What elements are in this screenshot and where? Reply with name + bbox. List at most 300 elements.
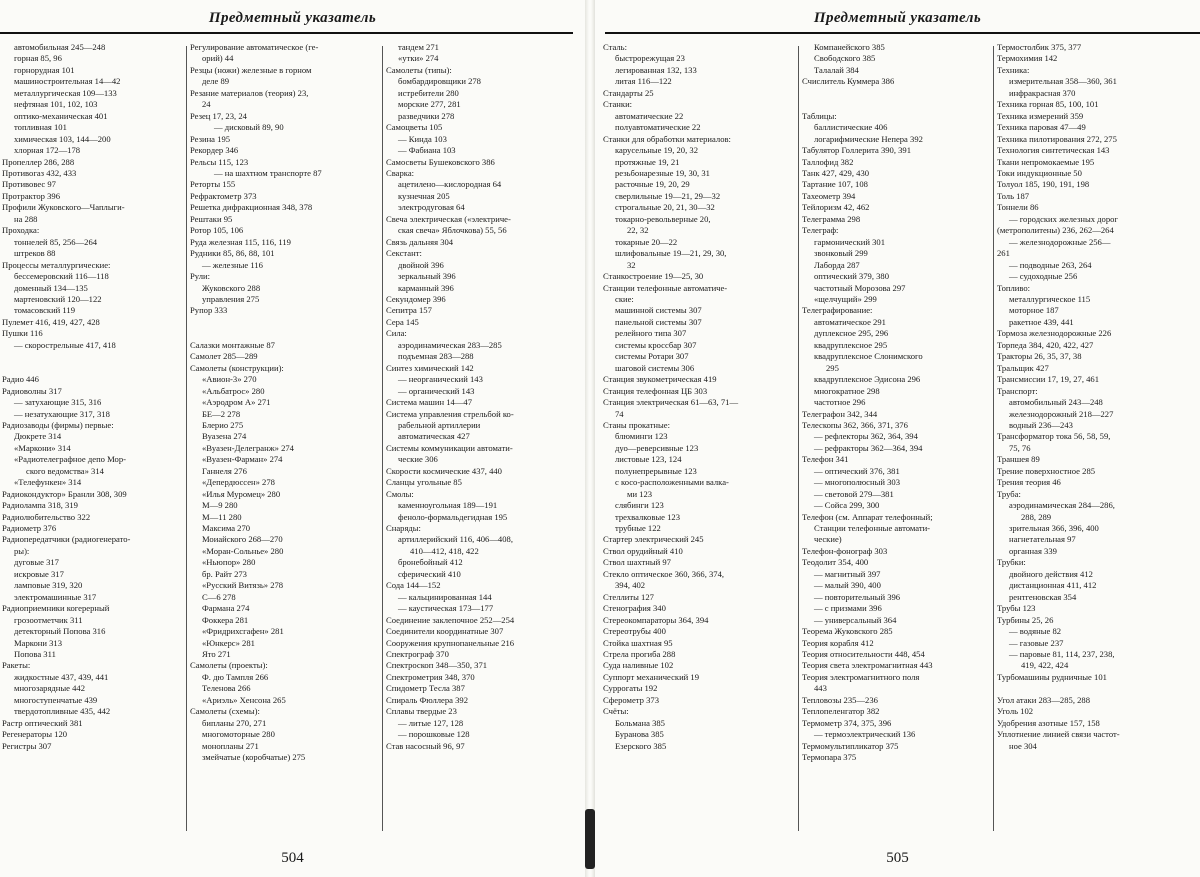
index-entry: логарифмические Непера 392 — [814, 133, 923, 144]
index-entry: Соединители координатные 307 — [386, 626, 504, 637]
index-entry: Телеграмма 298 — [802, 213, 861, 224]
index-entry: аэродинамическая 284—286, — [1009, 500, 1115, 511]
index-entry: многомоторные 280 — [202, 729, 275, 740]
column-divider — [186, 46, 187, 831]
index-entry: Радиоприемники когерерный — [2, 603, 110, 614]
index-entry: Растр оптический 381 — [2, 717, 83, 728]
index-entry: Сода 144—152 — [386, 580, 441, 591]
index-entry: Трансформатор тока 56, 58, 59, — [997, 431, 1111, 442]
index-entry: — с призмами 396 — [814, 603, 882, 614]
index-entry: 394, 402 — [615, 580, 646, 591]
index-entry: бомбардировщики 278 — [398, 76, 481, 87]
index-entry: — паровые 81, 114, 237, 238, — [1009, 649, 1115, 660]
index-entry: Техника пилотирования 272, 275 — [997, 133, 1117, 144]
index-entry: Счислитель Куммера 386 — [802, 76, 895, 87]
index-entry: мартеновский 120—122 — [14, 293, 102, 304]
index-entry: Синтез химический 142 — [386, 362, 474, 373]
index-entry: Рефрактометр 373 — [190, 190, 257, 201]
index-entry: — незатухающие 317, 318 — [14, 408, 110, 419]
index-entry: Резцы (ножи) железные в горном — [190, 64, 312, 75]
index-entry: Теленова 266 — [202, 683, 251, 694]
index-entry: деле 89 — [202, 76, 230, 87]
index-entry: «Фридрихсгафен» 281 — [202, 626, 284, 637]
index-entry: машинной системы 307 — [615, 305, 702, 316]
index-entry: каменноугольная 189—191 — [398, 500, 498, 511]
index-entry: бессемеровский 116—118 — [14, 271, 109, 282]
index-entry: трубные 122 — [615, 523, 661, 534]
index-entry: многозарядные 442 — [14, 683, 85, 694]
index-entry: — световой 279—381 — [814, 488, 894, 499]
index-entry: оптический 379, 380 — [814, 271, 890, 282]
index-entry: Токи индукционные 50 — [997, 167, 1082, 178]
index-entry: Противогаз 432, 433 — [2, 167, 77, 178]
index-entry: квадруплексное Эдисона 296 — [814, 374, 921, 385]
index-entry: Термостолбик 375, 377 — [997, 42, 1082, 52]
index-entry: — повторительный 396 — [814, 591, 901, 602]
index-entry: «Вуазен-Делегранж» 274 — [202, 442, 294, 453]
index-entry — [802, 88, 990, 99]
index-entry: быстрорежущая 23 — [615, 53, 685, 64]
index-entry: — газовые 237 — [1009, 637, 1064, 648]
index-entry: двойного действия 412 — [1009, 568, 1093, 579]
index-entry: листовые 123, 124 — [615, 454, 682, 465]
index-entry: Ствол шахтный 97 — [603, 557, 671, 568]
index-entry: ракетное 439, 441 — [1009, 316, 1074, 327]
index-entry: шаговой системы 306 — [615, 362, 695, 373]
index-entry: кузнечная 205 — [398, 190, 450, 201]
index-entry: твердотопливные 435, 442 — [14, 706, 111, 717]
index-entry: Проходка: — [2, 225, 40, 236]
index-entry: Пропеллер 286, 288 — [2, 156, 75, 167]
index-entry: Спидометр Тесла 387 — [386, 683, 465, 694]
index-entry: ские: — [615, 293, 634, 304]
index-entry: Теория света электромагнитная 443 — [802, 660, 933, 671]
index-entry: Свеча электрическая («электриче- — [386, 213, 511, 224]
index-entry: орий) 44 — [202, 53, 234, 64]
index-entry: — порошковые 128 — [398, 729, 470, 740]
index-entry: — многополюсный 303 — [814, 477, 901, 488]
index-entry: змейчатые (коробчатые) 275 — [202, 752, 306, 763]
index-entry: — рефлекторы 362, 364, 394 — [814, 431, 918, 442]
index-entry: Самолеты (проекты): — [190, 660, 268, 671]
index-columns — [0, 42, 585, 837]
index-entry: Свободского 385 — [814, 53, 876, 64]
index-entry: Самолеты (типы): — [386, 64, 452, 75]
index-entry: Турбомашины рудничные 101 — [997, 671, 1107, 682]
index-entry: Секстант: — [386, 248, 422, 259]
index-entry: — подводные 263, 264 — [1009, 259, 1092, 270]
index-entry: Резина 195 — [190, 133, 231, 144]
index-entry: бр. Райт 273 — [202, 568, 247, 579]
index-entry: Стекло оптическое 360, 366, 374, — [603, 568, 725, 579]
index-entry: Протрактор 396 — [2, 190, 60, 201]
index-entry: строгальные 20, 21, 30—32 — [615, 202, 715, 213]
index-entry: 22, 32 — [627, 225, 649, 236]
column-divider — [382, 46, 383, 831]
index-entry: Телефон-фонограф 303 — [802, 545, 888, 556]
index-entry: Ганнеля 276 — [202, 465, 247, 476]
index-entry: звонковый 299 — [814, 248, 868, 259]
index-entry: Радиоволны 317 — [2, 385, 62, 396]
index-entry: С—6 278 — [202, 591, 236, 602]
index-entry: релейного типа 307 — [615, 328, 687, 339]
index-entry: Торпеда 384, 420, 422, 427 — [997, 339, 1094, 350]
index-entry: жидкостные 437, 439, 441 — [14, 671, 109, 682]
index-entry: Радиокондуктор» Бранли 308, 309 — [2, 488, 127, 499]
index-entry: Рекордер 346 — [190, 145, 239, 156]
index-entry: Уплотнение линией связи частот- — [997, 729, 1120, 740]
index-entry: М—9 280 — [202, 500, 238, 511]
index-entry: полуавтоматические 22 — [615, 122, 701, 133]
index-entry: — водяные 82 — [1009, 626, 1062, 637]
index-entry: «Илья Муромец» 280 — [202, 488, 281, 499]
index-entry: Трение поверхностное 285 — [997, 465, 1096, 476]
index-entry: истребители 280 — [398, 87, 459, 98]
index-entry: «щелчущий» 299 — [814, 293, 877, 304]
index-entry: — неорганический 143 — [398, 374, 483, 385]
index-entry: Трубки: — [997, 557, 1026, 568]
index-entry: Ствол орудийный 410 — [603, 545, 683, 556]
index-entry: доменный 134—135 — [14, 282, 88, 293]
index-entry: Сланцы угольные 85 — [386, 477, 462, 488]
index-entry: Пушки 116 — [2, 328, 43, 339]
index-entry: Теория электромагнитного поля — [802, 671, 920, 682]
index-entry: Телефон (см. Аппарат телефонный; — [802, 511, 933, 522]
index-entry: автомобильный 243—248 — [1009, 397, 1103, 408]
column-divider — [798, 46, 799, 831]
index-entry: «Моран-Сольнье» 280 — [202, 545, 284, 556]
index-entry: дуговые 317 — [14, 557, 59, 568]
index-entry: Сера 145 — [386, 316, 419, 327]
index-entry: Лаборда 287 — [814, 259, 860, 270]
index-entry — [190, 317, 378, 328]
index-entry: Компанейского 385 — [814, 42, 885, 52]
index-entry: ры): — [14, 545, 30, 556]
index-entry: Сооружения крупнопанельные 216 — [386, 637, 515, 648]
index-entry: — термоэлектрический 136 — [814, 729, 916, 740]
index-entry: 261 — [997, 248, 1010, 259]
index-entry: Сила: — [386, 328, 407, 339]
index-entry: нефтяная 101, 102, 103 — [14, 99, 98, 110]
index-entry: артиллерийский 116, 406—408, — [398, 534, 513, 545]
index-entry: сверлильные 19—21, 29—32 — [615, 190, 721, 201]
index-entry: Стеллиты 127 — [603, 591, 654, 602]
index-entry: металлургическая 109—133 — [14, 87, 117, 98]
index-entry: панельной системы 307 — [615, 316, 702, 327]
index-entry: металлургическое 115 — [1009, 293, 1091, 304]
index-entry: протяжные 19, 21 — [615, 156, 680, 167]
index-entry: Тормоза железнодорожные 226 — [997, 328, 1112, 339]
index-entry: Радиолампа 318, 319 — [2, 500, 78, 511]
index-entry: — судоходные 256 — [1009, 271, 1078, 282]
index-entry: Вуазена 274 — [202, 431, 247, 442]
index-entry: БЕ—2 278 — [202, 408, 241, 419]
index-entry: Больмана 385 — [615, 717, 665, 728]
index-entry: Техника паровая 47—49 — [997, 122, 1086, 133]
index-entry: Блерио 275 — [202, 419, 244, 430]
index-entry: легированная 132, 133 — [615, 64, 697, 75]
index-entry: Талалай 384 — [814, 64, 859, 75]
index-entry: многократное 298 — [814, 385, 880, 396]
index-entry: Рельсы 115, 123 — [190, 156, 249, 167]
index-entry: искровые 317 — [14, 568, 64, 579]
index-entry: Рупор 333 — [190, 305, 228, 316]
index-entry: железнодорожный 218—227 — [1009, 408, 1114, 419]
index-entry: «Русский Витязь» 278 — [202, 580, 284, 591]
index-entry: — оптический 376, 381 — [814, 465, 900, 476]
index-entry: токарные 20—22 — [615, 236, 678, 247]
index-entry: карманный 396 — [398, 282, 454, 293]
index-entry: на 288 — [14, 213, 38, 224]
index-entry: Траншея 89 — [997, 454, 1040, 465]
index-entry: Противовес 97 — [2, 179, 56, 190]
index-entry: 75, 76 — [1009, 442, 1031, 453]
index-entry: «Ньюпор» 280 — [202, 557, 256, 568]
index-entry: — рефракторы 362—364, 394 — [814, 442, 923, 453]
index-entry: дуо—реверсивные 123 — [615, 442, 699, 453]
index-entry: Система управления стрельбой ко- — [386, 408, 514, 419]
index-entry: Телеграфирование: — [802, 305, 873, 316]
index-entry: Спираль Фюллера 392 — [386, 694, 469, 705]
index-entry: инфракрасная 370 — [1009, 87, 1076, 98]
index-entry: Счёты: — [603, 706, 629, 717]
index-entry: Самолеты (схемы): — [190, 706, 260, 717]
index-entry: трехвалковые 123 — [615, 511, 680, 522]
index-entry: Станции телефонные автоматиче- — [603, 282, 728, 293]
index-entry: Таллофид 382 — [802, 156, 854, 167]
index-entry: Уголь 102 — [997, 706, 1034, 717]
index-entry: Самолет 285—289 — [190, 351, 258, 362]
index-entry: Таблицы: — [802, 110, 837, 121]
index-entry: морские 277, 281 — [398, 99, 461, 110]
index-entry: Став насосный 96, 97 — [386, 740, 465, 751]
index-entry: нагнетательная 97 — [1009, 534, 1076, 545]
index-entry: Сепитра 157 — [386, 305, 432, 316]
index-entry: Ф. дю Тампля 266 — [202, 671, 269, 682]
index-entry: Рули: — [190, 271, 210, 282]
index-entry: расточные 19, 20, 29 — [615, 179, 690, 190]
left-page — [0, 0, 585, 877]
index-column — [2, 42, 182, 837]
index-entry: ламповые 319, 320 — [14, 580, 83, 591]
index-entry: Максима 270 — [202, 523, 251, 534]
index-column — [386, 42, 578, 837]
index-entry: Трансмиссии 17, 19, 27, 461 — [997, 374, 1100, 385]
index-entry: детекторный Попова 316 — [14, 626, 106, 637]
page-number: 504 — [281, 850, 304, 866]
index-entry: Ротор 105, 106 — [190, 225, 244, 236]
index-entry: измерительная 358—360, 361 — [1009, 76, 1117, 87]
index-entry: карусельные 19, 20, 32 — [615, 145, 698, 156]
index-entry: многоступенчатые 439 — [14, 694, 98, 705]
index-column — [802, 42, 990, 837]
index-entry: ческие) — [814, 534, 842, 545]
index-entry: тоннелей 85, 256—264 — [14, 236, 98, 247]
index-entry: Ракеты: — [2, 660, 31, 671]
index-entry: Станция звукометрическая 419 — [603, 374, 717, 385]
index-entry: Труба: — [997, 488, 1021, 499]
index-entry: — затухающие 315, 316 — [14, 397, 102, 408]
index-entry — [2, 363, 182, 374]
index-entry: Радиозаводы (фирмы) первые: — [2, 419, 114, 430]
index-entry: бипланы 270, 271 — [202, 717, 267, 728]
index-entry: Теплопеленгатор 382 — [802, 706, 880, 717]
index-entry: «Вуазен-Фарман» 274 — [202, 454, 283, 465]
index-entry: Буранова 385 — [615, 729, 664, 740]
index-entry: рабельной артиллерии — [398, 419, 481, 430]
index-entry: машиностроительная 14—42 — [14, 76, 121, 87]
index-entry: «Радиотелеграфное депо Мор- — [14, 454, 126, 465]
index-entry: Станки: — [603, 99, 633, 110]
index-entry: «Авион-3» 270 — [202, 374, 257, 385]
index-entry: «Ариэль» Хенсона 265 — [202, 694, 286, 705]
index-entry: Трения теория 46 — [997, 477, 1061, 488]
index-entry: Термохимия 142 — [997, 53, 1058, 64]
index-entry: сферический 410 — [398, 568, 461, 579]
index-entry: автоматическое 291 — [814, 316, 886, 327]
index-entry: Тральщик 427 — [997, 362, 1049, 373]
index-entry: Станции телефонные автомати- — [814, 523, 931, 534]
index-entry: Суда наливные 102 — [603, 660, 674, 671]
index-entry: управления 275 — [202, 293, 260, 304]
index-entry: Сталь: — [603, 42, 627, 52]
index-entry: бронебойный 412 — [398, 557, 463, 568]
index-entry: Резец 17, 23, 24 — [190, 110, 247, 121]
index-entry: Техника измерений 359 — [997, 110, 1084, 121]
index-entry: Скорости космические 437, 440 — [386, 465, 502, 476]
index-entry: шлифовальные 19—21, 29, 30, — [615, 248, 727, 259]
index-entry: Радиопередатчики (радиогенерато- — [2, 534, 131, 545]
index-entry: Трубы 123 — [997, 603, 1036, 614]
index-entry: «Депердюссен» 278 — [202, 477, 275, 488]
index-entry: Танк 427, 429, 430 — [802, 167, 870, 178]
index-entry: Соединение заклепочное 252—254 — [386, 614, 515, 625]
index-entry: Радиолюбительство 322 — [2, 511, 91, 522]
index-entry: Фармана 274 — [202, 603, 250, 614]
index-entry: горнорудная 101 — [14, 64, 75, 75]
index-entry: блюминги 123 — [615, 431, 668, 442]
index-entry: — на шахтном транспорте 87 — [214, 167, 322, 178]
index-entry: 74 — [615, 408, 624, 419]
index-column — [603, 42, 795, 837]
index-entry: Стрела прогиба 288 — [603, 649, 676, 660]
index-entry: Решетка дифракционная 348, 378 — [190, 202, 313, 213]
index-entry: электродуговая 64 — [398, 202, 465, 213]
index-entry: хлорная 172—178 — [14, 145, 81, 156]
index-entry: 32 — [627, 259, 636, 270]
index-entry: «Альбатрос» 280 — [202, 385, 265, 396]
page-number: 505 — [886, 850, 909, 866]
index-entry: — железнодорожные 256— — [1009, 236, 1111, 247]
index-entry: — скорострельные 417, 418 — [14, 339, 116, 350]
index-entry: с косо-расположенными валка- — [615, 477, 729, 488]
index-entry: системы Ротари 307 — [615, 351, 689, 362]
index-entry: Профили Жуковского—Чаплыги- — [2, 202, 125, 213]
index-entry: токарно-револьверные 20, — [615, 213, 711, 224]
index-entry: ацетилено—кислородная 64 — [398, 179, 502, 190]
index-entry: Тракторы 26, 35, 37, 38 — [997, 351, 1082, 362]
index-entry: Снаряды: — [386, 523, 421, 534]
index-entry: Тартание 107, 108 — [802, 179, 868, 190]
index-entry: М—11 280 — [202, 511, 242, 522]
index-entry: — органический 143 — [398, 385, 475, 396]
index-entry: Стенография 340 — [603, 603, 666, 614]
index-entry: органная 339 — [1009, 545, 1057, 556]
index-entry: подъемная 283—288 — [398, 351, 474, 362]
index-entry — [802, 99, 990, 110]
index-entry: слябинги 123 — [615, 500, 664, 511]
index-entry: 410—412, 418, 422 — [410, 545, 479, 556]
index-entry: Радиометр 376 — [2, 523, 57, 534]
index-entry: Система машин 14—47 — [386, 397, 472, 408]
index-entry: «Маркони» 314 — [14, 442, 71, 453]
index-entry: электромашинные 317 — [14, 591, 97, 602]
index-entry: — универсальный 364 — [814, 614, 897, 625]
index-entry: тандем 271 — [398, 42, 439, 52]
index-columns — [595, 42, 1200, 837]
index-entry: — магнитный 397 — [814, 568, 881, 579]
index-entry: томасовский 119 — [14, 305, 75, 316]
index-entry: Теория относительности 448, 454 — [802, 649, 925, 660]
index-entry: 24 — [202, 99, 211, 110]
index-entry: Теория корабля 412 — [802, 637, 874, 648]
index-entry: (метрополитены) 236, 262—264 — [997, 225, 1114, 236]
index-entry: Телеграф: — [802, 225, 839, 236]
index-entry: — малый 390, 400 — [814, 580, 881, 591]
index-entry: Реторты 155 — [190, 179, 236, 190]
index-entry: Системы коммуникации автомати- — [386, 442, 513, 453]
index-entry: Сферометр 373 — [603, 694, 659, 705]
index-entry: Станкостроение 19—25, 30 — [603, 271, 704, 282]
index-entry: аэродинамическая 283—285 — [398, 339, 502, 350]
index-entry: Телеграфон 342, 344 — [802, 408, 878, 419]
index-entry: Топливо: — [997, 282, 1031, 293]
index-entry: Жуковского 288 — [202, 282, 261, 293]
index-entry: дуплексное 295, 296 — [814, 328, 889, 339]
index-entry: Самолеты (конструкции): — [190, 362, 284, 373]
index-entry: Стереокомпараторы 364, 394 — [603, 614, 709, 625]
index-entry: Рудники 85, 86, 88, 101 — [190, 248, 275, 259]
index-entry: «Телефункен» 314 — [14, 477, 82, 488]
index-entry: Сварка: — [386, 167, 415, 178]
index-entry: Регулирование автоматическое (ге- — [190, 42, 319, 52]
index-entry: «Аэродром А» 271 — [202, 397, 271, 408]
index-entry: Спектроскоп 348—350, 371 — [386, 660, 488, 671]
index-entry: — дисковый 89, 90 — [214, 122, 284, 133]
index-entry: автомобильная 245—248 — [14, 42, 106, 52]
index-entry: Пулемет 416, 419, 427, 428 — [2, 316, 100, 327]
index-entry: — Фабиана 103 — [398, 145, 456, 156]
index-entry: — Сойса 299, 300 — [814, 500, 880, 511]
index-entry: Тоннели 86 — [997, 202, 1039, 213]
index-entry — [2, 351, 182, 362]
index-entry: автоматическая 427 — [398, 431, 470, 442]
index-entry: оптико-механическая 401 — [14, 110, 108, 121]
index-entry: Ято 271 — [202, 649, 231, 660]
index-entry: Технология синтетическая 143 — [997, 145, 1110, 156]
index-entry: частотное 296 — [814, 397, 866, 408]
index-entry: Удобрения азотные 157, 158 — [997, 717, 1100, 728]
index-entry: Термомультипликатор 375 — [802, 740, 899, 751]
index-entry: Табулятор Голлерита 390, 391 — [802, 145, 912, 156]
index-entry: Телескопы 362, 366, 371, 376 — [802, 419, 908, 430]
index-entry: Секундомер 396 — [386, 293, 446, 304]
right-page — [595, 0, 1200, 877]
binding-mark — [585, 809, 595, 869]
index-entry — [997, 683, 1197, 694]
index-entry: Спектрограф 370 — [386, 649, 449, 660]
index-entry: — кальцинированная 144 — [398, 591, 492, 602]
